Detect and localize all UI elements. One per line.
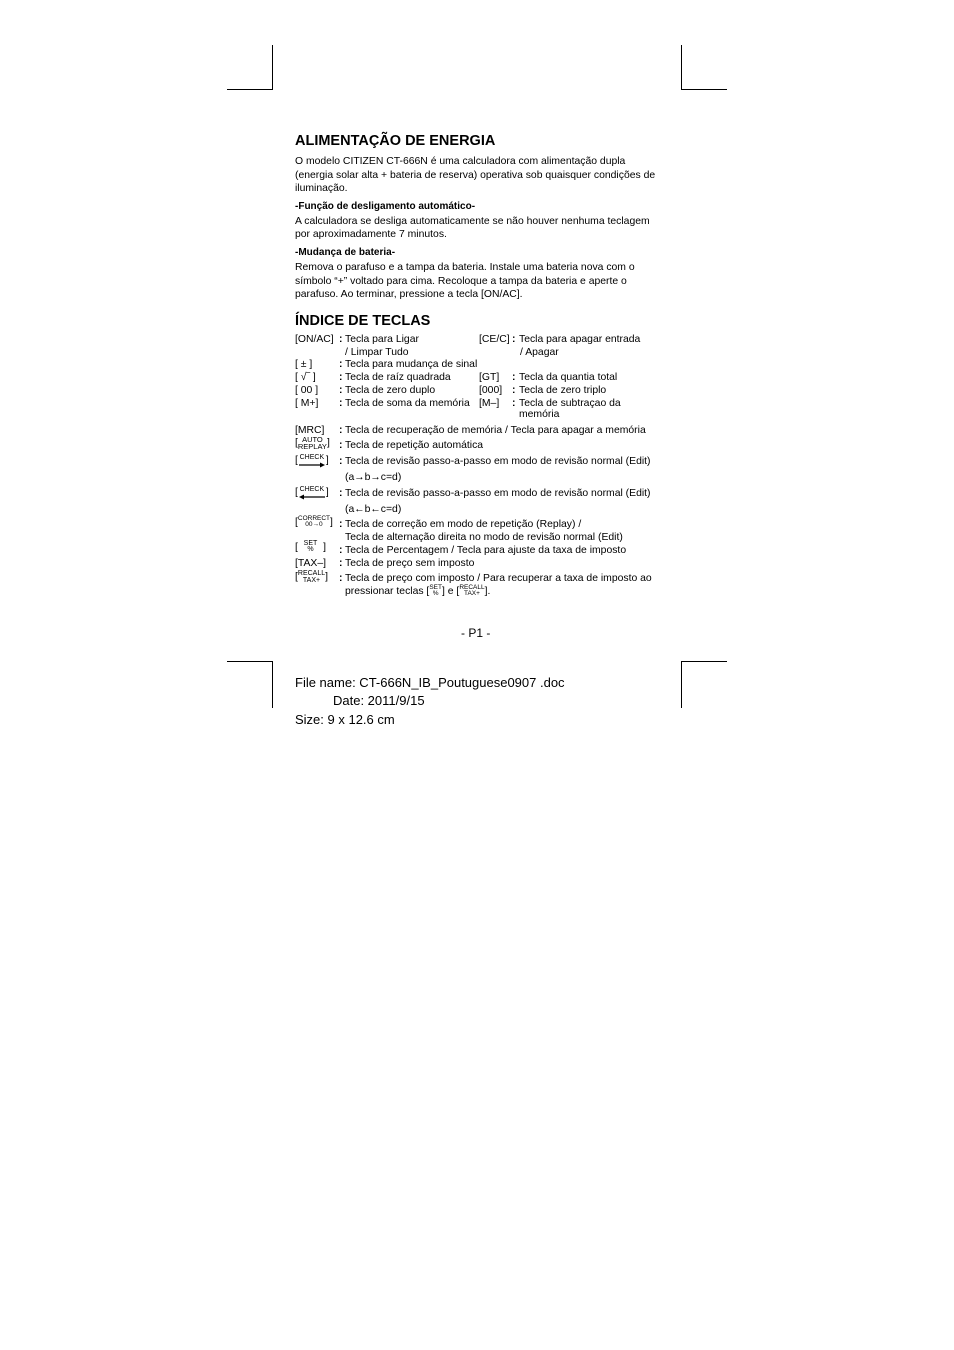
key-mplus: [ M+] — [295, 397, 319, 409]
key-onac-desc-1: Tecla para Ligar — [345, 333, 419, 345]
key-correct-desc-1: Tecla de correção em modo de repetição (Replay) / — [345, 518, 582, 530]
key-mminus-desc-2: memória — [519, 408, 560, 420]
key-correct-desc-2: Tecla de alternação direita no modo de revisão normal (Edit) — [345, 531, 623, 543]
auto-off-title: -Função de desligamento automático- — [295, 200, 476, 212]
colon: : — [339, 384, 343, 396]
crop-mark-bottom-left-horizontal — [227, 661, 273, 662]
key-onac-desc-2: / Limpar Tudo — [345, 346, 409, 358]
key-sign-desc: Tecla para mudança de sinal — [345, 358, 478, 370]
key-mminus: [M–] — [479, 397, 500, 409]
section-title-power: ALIMENTAÇÃO DE ENERGIA — [295, 133, 496, 149]
footer-date: Date: 2011/9/15 — [333, 693, 425, 708]
key-recall-tax-plus: [RECALL TAX+ ] — [295, 569, 329, 584]
key-index — [295, 333, 660, 613]
key-auto-replay: [ AUTO REPLAY] — [295, 434, 330, 451]
key-set-percent: [ SET % ] — [295, 539, 326, 554]
arrow-left-icon — [298, 494, 326, 500]
key-cec: [CE/C] — [479, 333, 510, 345]
power-intro: O modelo CITIZEN CT-666N é uma calculadora com alimentação dupla (energia solar alta + bateria de reserva) operativa sob quaisquer condições de iluminação. — [295, 156, 656, 195]
key-triple-zero: [000] — [479, 384, 503, 396]
colon: : — [339, 333, 343, 345]
auto-off-text: A calculadora se desliga automaticamente se não houver nenhuma teclagem por aproximadamente 7 minutos. — [295, 215, 650, 241]
colon: : — [339, 518, 343, 530]
crop-mark-top-right-horizontal — [681, 89, 727, 90]
page-number: - P1 - — [461, 626, 491, 640]
key-check-backward-seq: (a←b←c=d) — [345, 503, 402, 515]
crop-mark-bottom-right-vertical — [681, 661, 682, 708]
crop-mark-bottom-right-horizontal — [681, 661, 727, 662]
key-mrc: [MRC] — [295, 424, 325, 436]
colon: : — [339, 544, 343, 556]
key-tax-minus-desc: Tecla de preço sem imposto — [345, 557, 475, 569]
arrow-right-icon — [298, 462, 326, 468]
key-check-backward-desc: Tecla de revisão passo-a-passo em modo de revisão normal (Edit) — [345, 487, 651, 499]
colon: : — [339, 572, 343, 584]
colon: : — [339, 487, 343, 499]
colon: : — [339, 397, 343, 409]
crop-mark-bottom-left-vertical — [272, 661, 273, 708]
colon: : — [512, 371, 516, 383]
key-double-zero-desc: Tecla de zero duplo — [345, 384, 436, 396]
key-gt-desc: Tecla da quantia total — [519, 371, 618, 383]
key-double-zero: [ 00 ] — [295, 384, 319, 396]
crop-mark-top-left-horizontal — [227, 89, 273, 90]
key-onac: [ON/AC] — [295, 333, 334, 345]
key-recall-desc-1: Tecla de preço com imposto / Para recuperar a taxa de imposto ao — [345, 572, 652, 584]
key-set-percent-desc: Tecla de Percentagem / Tecla para ajuste da taxa de imposto — [345, 544, 627, 556]
key-mplus-desc: Tecla de soma da memória — [345, 397, 470, 409]
key-check-forward-seq: (a→b→c=d) — [345, 471, 402, 483]
colon: : — [339, 557, 343, 569]
key-triple-zero-desc: Tecla de zero triplo — [519, 384, 607, 396]
key-check-backward: [ CHECK ] — [295, 485, 329, 498]
key-cec-desc-2: / Apagar — [520, 346, 559, 358]
footer-size: Size: 9 x 12.6 cm — [295, 712, 395, 727]
key-check-forward-desc: Tecla de revisão passo-a-passo em modo de revisão normal (Edit) — [345, 455, 651, 467]
colon: : — [339, 455, 343, 467]
crop-mark-top-right-vertical — [681, 45, 682, 90]
key-recall-desc-2: pressionar teclas [SET % ] e [RECALL TAX+ ]. — [345, 584, 491, 597]
key-mminus-desc-1: Tecla de subtraçao da — [519, 397, 621, 409]
colon: : — [512, 333, 516, 345]
colon: : — [512, 397, 516, 409]
footer-file-name: File name: CT-666N_IB_Poutuguese0907 .doc — [295, 675, 565, 690]
battery-title: -Mudança de bateria- — [295, 246, 396, 258]
page-content — [295, 132, 660, 613]
colon: : — [339, 424, 343, 436]
key-sqrt: [ √‾ ] — [295, 371, 316, 383]
key-auto-replay-desc: Tecla de repetição automática — [345, 439, 484, 451]
section-title-keys: ÍNDICE DE TECLAS — [295, 312, 431, 329]
key-cec-desc-1: Tecla para apagar entrada — [519, 333, 641, 345]
key-check-forward: [ CHECK ] — [295, 453, 329, 466]
key-tax-minus: [TAX–] — [295, 557, 326, 569]
battery-text: Remova o parafuso e a tampa da bateria. Instale uma bateria nova com o símbolo “+” voltado para cima. Recoloque a tampa da bateria e aperte o parafuso. Ao terminar, pressione a tecla [ON/AC]. — [295, 261, 635, 301]
key-mrc-desc: Tecla de recuperação de memória / Tecla para apagar a memória — [345, 424, 646, 436]
key-sqrt-desc: Tecla de raíz quadrada — [345, 371, 451, 383]
key-sign: [ ± ] — [295, 358, 313, 370]
colon: : — [339, 439, 343, 451]
key-correct: [CORRECT 00→0 ] — [295, 514, 333, 529]
colon: : — [512, 384, 516, 396]
key-gt: [GT] — [479, 371, 500, 383]
colon: : — [339, 371, 343, 383]
crop-mark-top-left-vertical — [272, 45, 273, 90]
colon: : — [339, 358, 343, 370]
